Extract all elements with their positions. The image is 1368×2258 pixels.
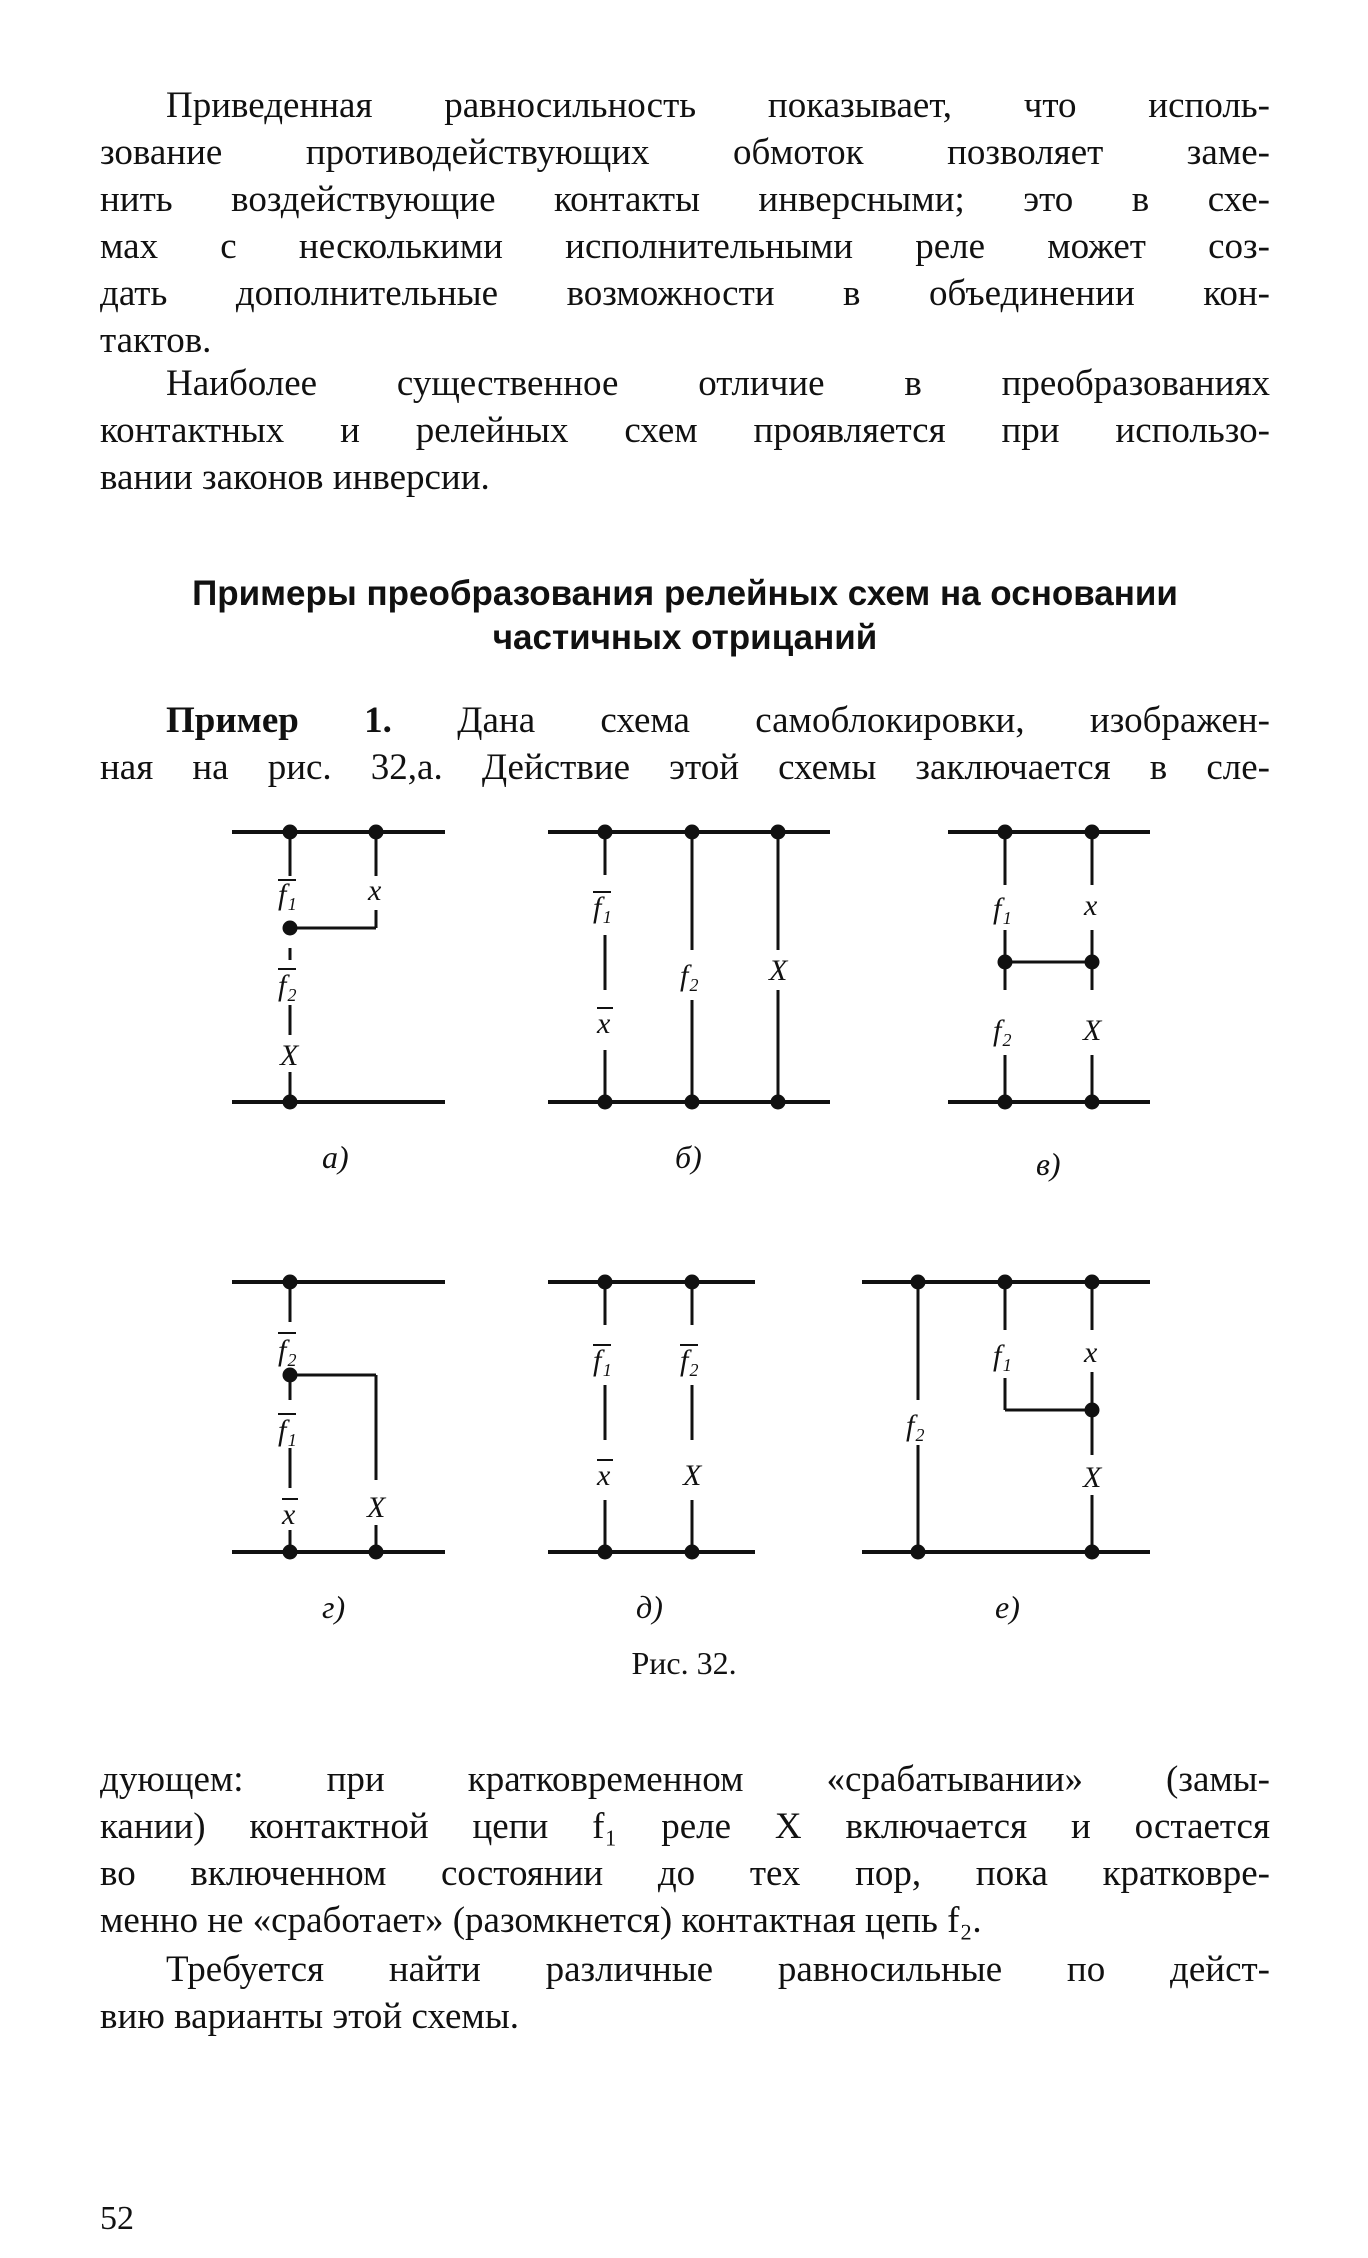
circuit-v-labels	[993, 889, 1103, 1182]
paragraph-1-line: мах с несколькими исполнительными реле может соз-	[100, 226, 1270, 267]
example-line-2: ная на рис. 32,а. Действие этой схемы заключается в сле-	[100, 747, 1270, 788]
circuit-a-f1: f₁	[278, 878, 297, 911]
circuit-e-x: x	[1084, 1336, 1098, 1369]
label-e: е)	[995, 1589, 1020, 1625]
circuit-a	[232, 826, 445, 1108]
paragraph-4-line: Требуется найти различные равносильные по дейст-	[166, 1949, 1270, 1990]
circuit-b-x: x	[597, 1007, 611, 1040]
section-heading-line: частичных отрицаний	[492, 618, 878, 657]
label-g: г)	[322, 1589, 346, 1625]
paragraph-2-line: вании законов инверсии.	[100, 457, 490, 498]
paragraph-3-line: дующем: при кратковременном «срабатывании» (замы-	[100, 1759, 1270, 1800]
figure-caption: Рис. 32.	[631, 1645, 737, 1681]
circuit-b-relay: X	[769, 954, 788, 987]
circuit-v-f1: f₁	[993, 892, 1012, 925]
circuit-g-f1: f₁	[278, 1414, 297, 1447]
circuit-a-relay: X	[280, 1039, 299, 1072]
page-number: 52	[100, 2200, 134, 2237]
circuit-d-f1: f₁	[593, 1344, 612, 1377]
example-label: Пример 1.	[166, 700, 392, 741]
circuit-e-f2: f₂	[906, 1409, 925, 1442]
circuit-d	[548, 1276, 755, 1558]
circuit-v-f2: f₂	[993, 1014, 1012, 1047]
paragraph-1-line: дать дополнительные возможности в объединении кон-	[100, 273, 1270, 314]
paragraph-1-line: тактов.	[100, 320, 212, 361]
label-a: а)	[322, 1139, 349, 1175]
paragraph-3-line: кании) контактной цепи f₁ реле X включается и остается	[100, 1806, 1270, 1847]
circuit-d-relay: X	[683, 1459, 702, 1492]
circuit-e-relay: X	[1083, 1461, 1102, 1494]
circuit-b-f1: f₁	[593, 891, 612, 924]
paragraph-3-line: во включенном состоянии до тех пор, пока кратковре-	[100, 1853, 1270, 1894]
circuit-g-x: x	[282, 1498, 296, 1531]
circuit-d-f2: f₂	[680, 1344, 699, 1377]
circuit-e-f1: f₁	[993, 1339, 1012, 1372]
paragraph-3-line: менно не «сработает» (разомкнется) контактная цепь f₂.	[100, 1900, 982, 1941]
circuit-g	[232, 1276, 445, 1558]
label-v: в)	[1036, 1146, 1061, 1182]
label-b: б)	[675, 1139, 702, 1175]
circuit-g-f2: f₂	[278, 1334, 297, 1367]
circuit-a-f2: f₂	[278, 969, 297, 1002]
circuit-v	[948, 826, 1150, 1108]
paragraph-3	[100, 1756, 1270, 1944]
circuit-v-x: x	[1084, 889, 1098, 922]
circuit-d-x: x	[597, 1459, 611, 1492]
paragraph-4-line: вию варианты этой схемы.	[100, 1996, 519, 2037]
example-line-1-text: Дана схема самоблокировки, изображен-	[391, 700, 1270, 741]
circuit-b-f2: f₂	[680, 959, 699, 992]
paragraph-1-line: зование противодействующих обмоток позволяет заме-	[100, 132, 1270, 173]
paragraph-2-line: контактных и релейных схем проявляется при использо-	[100, 410, 1270, 451]
paragraph-1-line: Приведенная равносильность показывает, что исполь-	[166, 85, 1270, 126]
label-d: д)	[636, 1589, 663, 1625]
paragraph-1-line: нить воздействующие контакты инверсными; это в схе-	[100, 179, 1270, 220]
circuit-a-labels	[278, 874, 382, 1175]
paragraph-4	[100, 1946, 1270, 2040]
section-heading-line: Примеры преобразования релейных схем на основании	[192, 574, 1178, 613]
paragraph-2-line: Наиболее существенное отличие в преобразованиях	[166, 363, 1270, 404]
circuit-v-relay: X	[1083, 1014, 1102, 1047]
circuit-d-labels	[593, 1344, 703, 1625]
circuit-g-relay: X	[367, 1491, 386, 1524]
circuit-a-x: x	[368, 874, 382, 907]
